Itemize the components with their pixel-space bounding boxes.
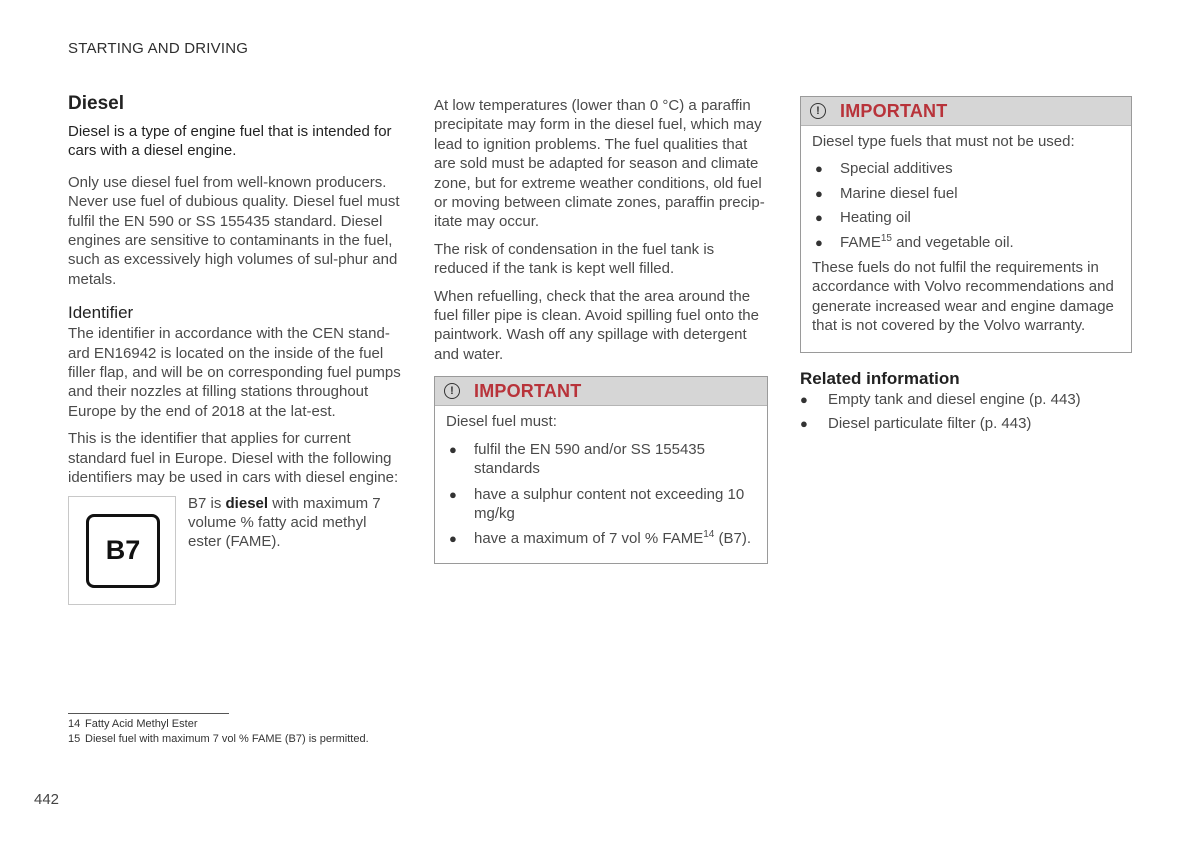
important-header	[435, 377, 767, 406]
bullet-icon: ●	[449, 531, 457, 547]
list-item-text: Marine diesel fuel	[840, 184, 958, 202]
list-item	[446, 529, 756, 548]
related-link-text[interactable]: Diesel particulate filter (p. 443)	[828, 415, 1032, 433]
important-box	[434, 376, 768, 563]
related-link[interactable]	[800, 390, 1132, 409]
paragraph: At low temperatures (lower than 0 °C) a paraffin precipitate may form in the diesel fuel, which may lead to ignition problems. The fuel qualities that are sold must be adapted for season and climate zone, but for extreme weather conditions, old fuel or moving between climate zones, paraffin precip-itate may occur.	[434, 97, 765, 231]
list-item-text: have a sulphur content not exceeding 10 mg/kg	[474, 485, 745, 522]
footnote-divider	[68, 713, 229, 714]
b7-fuel-symbol: B7	[86, 514, 160, 588]
related-link[interactable]	[800, 414, 1132, 433]
paragraph: When refuelling, check that the area around the fuel filler pipe is clean. Avoid spilling fuel onto the paintwork. Wash off any spillage with detergent and water.	[434, 287, 759, 363]
related-information	[800, 369, 1132, 434]
footnote-text: Fatty Acid Methyl Ester	[85, 718, 198, 730]
footnote-ref: 15	[880, 232, 892, 244]
section-header: STARTING AND DRIVING	[68, 40, 249, 57]
related-list	[800, 390, 1132, 434]
bullet-icon: ●	[815, 185, 823, 201]
paragraph: This is the identifier that applies for current standard fuel in Europe. Diesel with the following identifiers may be used in cars with diesel engine:	[68, 430, 399, 487]
paragraph: Only use diesel fuel from well-known producers. Never use fuel of dubious quality. Diesel fuel must fulfil the EN 590 or SS 155435 standard. Diesel engines are sensitive to contaminants in the fuel, such as excessively high volumes of sul-phur and metals.	[68, 173, 400, 288]
footnote-number: 15	[68, 733, 81, 745]
list-item	[812, 208, 1120, 227]
list-item-text: (B7).	[714, 530, 752, 548]
important-intro: Diesel fuel must:	[446, 413, 557, 431]
list-item	[446, 440, 756, 479]
important-box	[800, 96, 1132, 353]
fuel-identifier-figure	[68, 496, 404, 608]
important-intro: Diesel type fuels that must not be used:	[812, 133, 1075, 150]
bullet-icon: ●	[449, 486, 457, 502]
list-item-text: fulfil the EN 590 and/or SS 155435 standards	[474, 440, 705, 478]
important-body	[801, 126, 1131, 352]
important-outro: These fuels do not fulfil the requirements in accordance with Volvo recommendations and generate increased wear and engine damage that is not covered by the Volvo warranty.	[812, 259, 1114, 335]
footnote-number: 14	[68, 718, 81, 730]
footnote	[68, 717, 197, 731]
list-item	[446, 485, 756, 524]
column-right	[800, 96, 1132, 439]
subheading-identifier: Identifier	[68, 303, 134, 323]
bullet-icon: ●	[815, 210, 823, 226]
figure-caption	[188, 494, 393, 552]
bullet-icon: ●	[815, 234, 823, 250]
list-item-text: and vegetable oil.	[891, 233, 1014, 251]
column-left	[68, 92, 404, 608]
related-link-text[interactable]: Empty tank and diesel engine (p. 443)	[828, 390, 1081, 408]
important-title: IMPORTANT	[840, 100, 948, 121]
caption-bold: diesel	[225, 494, 269, 512]
list-item-text: FAME	[840, 233, 881, 251]
list-item-text: Special additives	[840, 160, 953, 178]
list-item-text: Heating oil	[840, 209, 911, 227]
exclamation-icon: !	[810, 103, 826, 119]
bullet-icon: ●	[449, 441, 457, 457]
related-heading: Related information	[800, 368, 960, 388]
bullet-icon: ●	[800, 416, 808, 432]
important-header	[801, 97, 1131, 126]
bullet-list	[446, 440, 756, 549]
footnote	[68, 732, 369, 746]
list-item	[812, 233, 1120, 252]
caption-text: B7 is	[188, 494, 226, 512]
column-middle	[434, 96, 768, 564]
bullet-icon: ●	[815, 161, 823, 177]
paragraph: The identifier in accordance with the CEN stand-ard EN16942 is located on the inside of the fuel filler flap, and will be on corresponding fuel pumps and their nozzles at filling stations throughout Europe by the end of 2018 at the lat-est.	[68, 325, 401, 420]
paragraph: The risk of condensation in the fuel tank is reduced if the tank is kept well filled.	[434, 240, 715, 278]
section-title: Diesel	[68, 93, 124, 114]
figure-frame	[68, 496, 176, 605]
exclamation-icon: !	[444, 383, 460, 399]
caption-text: with maximum 7 volume % fatty acid methyl ester (FAME).	[188, 494, 381, 551]
important-title: IMPORTANT	[474, 380, 582, 401]
important-body	[435, 406, 767, 562]
footnote-text: Diesel fuel with maximum 7 vol % FAME (B7) is permitted.	[85, 733, 369, 745]
bullet-list	[812, 159, 1120, 252]
lead-paragraph: Diesel is a type of engine fuel that is intended for cars with a diesel engine.	[68, 123, 392, 160]
list-item-text: have a maximum of 7 vol % FAME	[474, 530, 704, 548]
page-number: 442	[34, 791, 60, 808]
footnote-ref: 14	[703, 529, 715, 541]
bullet-icon: ●	[800, 391, 808, 407]
list-item	[812, 184, 1120, 203]
list-item	[812, 159, 1120, 178]
